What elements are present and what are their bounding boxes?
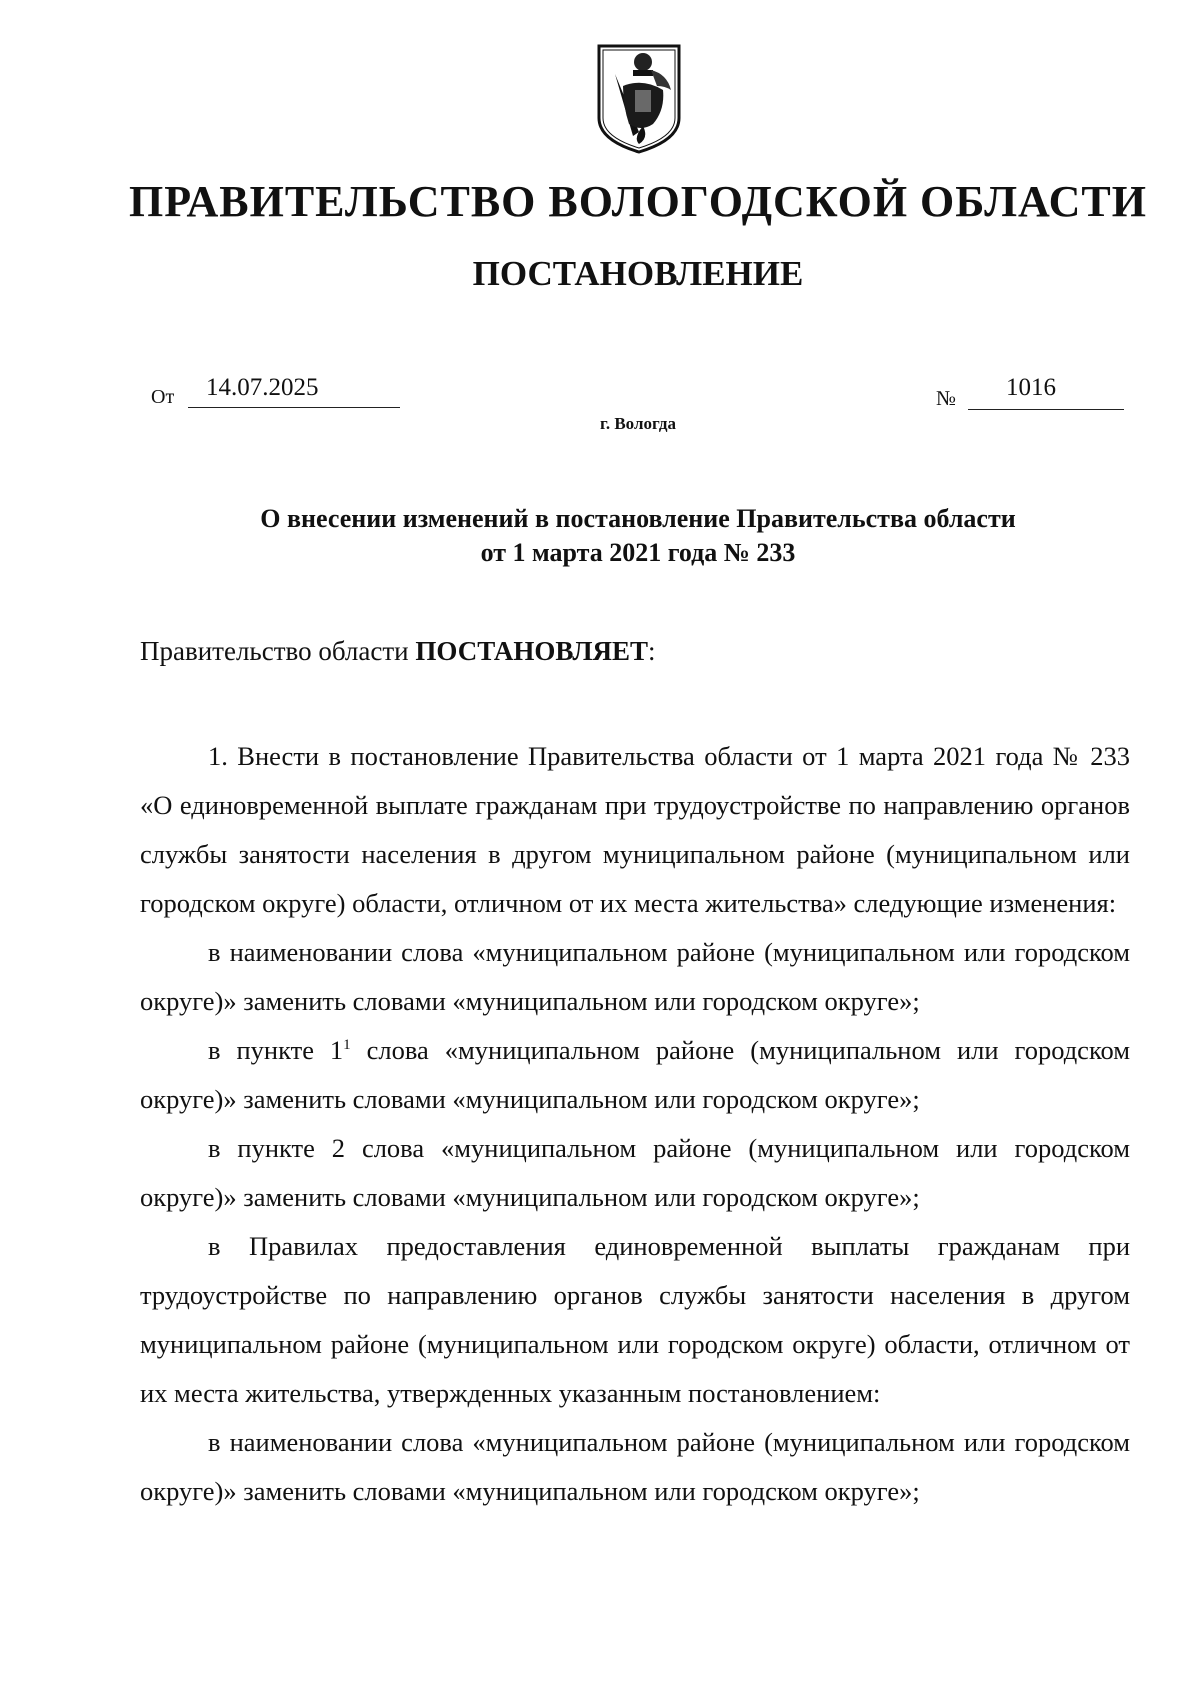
resolution-intro	[140, 636, 656, 667]
intro-tail: :	[647, 636, 656, 666]
intro-emphasis: ПОСТАНОВЛЯЕТ	[415, 636, 648, 666]
subject-line-1: О внесении изменений в постановление Правительства области	[260, 504, 1016, 533]
document-body	[140, 732, 1130, 1516]
paragraph-1: 1. Внести в постановление Правительства области от 1 марта 2021 года № 233 «О единовременной выплате гражданам при трудоустройстве по направлению органов службы занятости населения в другом муниципальном районе (муниципальном или городском округе) области, отличном от их места жительства» следующие изменения:	[140, 741, 1130, 918]
subject-line-2: от 1 марта 2021 года № 233	[480, 538, 796, 567]
paragraph-3-start: в пункте 1	[208, 1035, 344, 1065]
document-number: 1016	[968, 374, 1124, 410]
date-prefix-label: От	[151, 386, 175, 408]
government-title: ПРАВИТЕЛЬСТВО ВОЛОГОДСКОЙ ОБЛАСТИ	[129, 177, 1147, 226]
paragraph-5: в Правилах предоставления единовременной выплаты гражданам при трудоустройстве по направлению органов службы занятости населения в другом муниципальном районе (муниципальном или городском округе) области, отличном от их места жительства, утвержденных указанным постановлением:	[140, 1231, 1130, 1408]
document-subject	[0, 502, 1200, 570]
paragraph-4: в пункте 2 слова «муниципальном районе (муниципальном или городском округе)» заменить словами «муниципальном или городском округе»;	[140, 1133, 1130, 1212]
paragraph-3-end: слова «муниципальном районе (муниципальном или городском округе)» заменить словами «муниципальном или городском округе»;	[140, 1035, 1130, 1114]
number-label: №	[936, 386, 957, 410]
intro-text: Правительство области	[140, 636, 416, 666]
document-date: 14.07.2025	[188, 374, 400, 408]
coat-of-arms-icon	[593, 40, 685, 156]
paragraph-3-superscript: 1	[343, 1037, 351, 1054]
paragraph-3	[140, 1026, 1130, 1124]
paragraph-2: в наименовании слова «муниципальном районе (муниципальном или городском округе)» заменить словами «муниципальном или городском округе»;	[140, 937, 1130, 1016]
city-name: г. Вологда	[600, 414, 676, 433]
paragraph-6: в наименовании слова «муниципальном районе (муниципальном или городском округе)» заменить словами «муниципальном или городском округе»;	[140, 1427, 1130, 1506]
document-type: ПОСТАНОВЛЕНИЕ	[472, 254, 804, 293]
